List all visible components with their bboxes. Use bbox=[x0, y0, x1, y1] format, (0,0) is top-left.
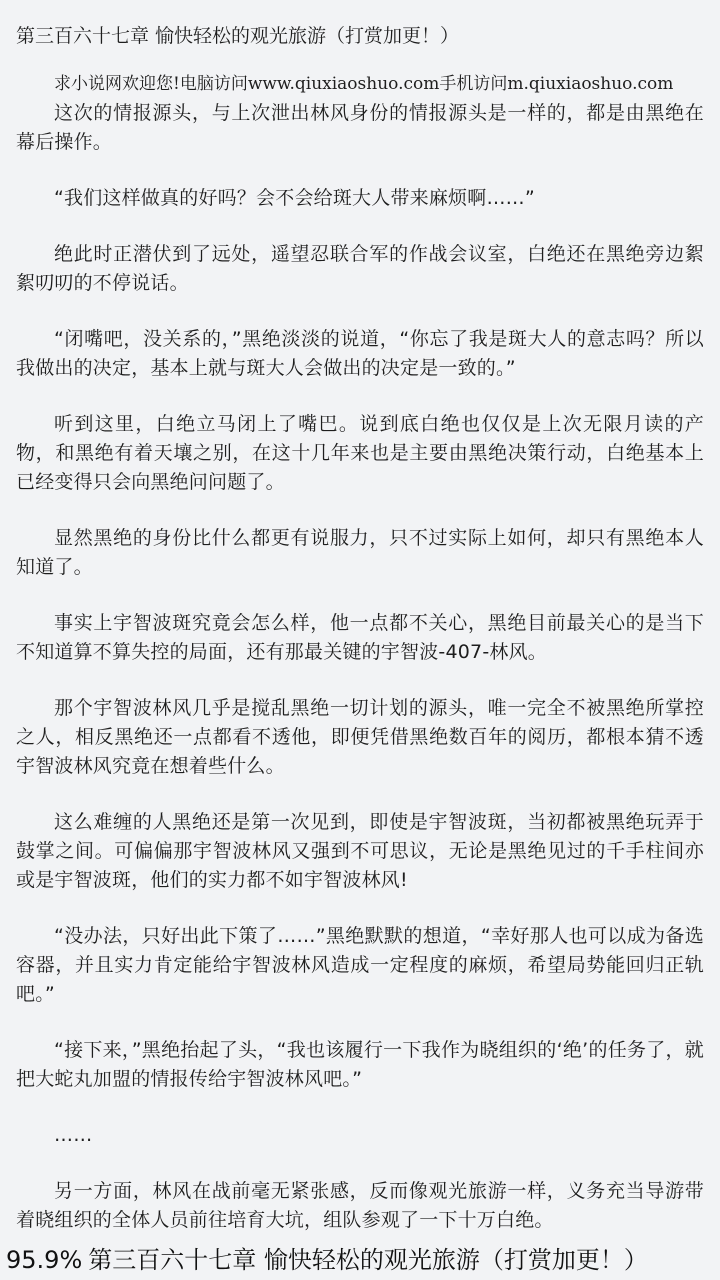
paragraph: 这次的情报源头，与上次泄出林风身份的情报源头是一样的，都是由黑绝在幕后操作。 bbox=[16, 102, 704, 153]
paragraph: 那个宇智波林风几乎是搅乱黑绝一切计划的源头，唯一完全不被黑绝所掌控之人，相反黑绝还一点都看不透他，即便凭借黑绝数百年的阅历，都根本猜不透宇智波林风究竟在想着些什么。 bbox=[16, 697, 704, 777]
reading-status-bar bbox=[6, 1244, 716, 1276]
paragraph: “闭嘴吧，没关系的，”黑绝淡淡的说道，“你忘了我是斑大人的意志吗？所以我做出的决定，基本上就与斑大人会做出的决定是一致的。” bbox=[16, 328, 704, 379]
paragraph: “接下来，”黑绝抬起了头，“我也该履行一下我作为晓组织的‘绝’的任务了，就把大蛇丸加盟的情报传给宇智波林风吧。” bbox=[16, 1039, 704, 1090]
footer-chapter-title: 第三百六十七章 愉快轻松的观光旅游（打赏加更！） bbox=[88, 1246, 648, 1274]
paragraph: 事实上宇智波斑究竟会怎么样，他一点都不关心，黑绝目前最关心的是当下不知道算不算失控的局面，还有那最关键的宇智波-407-林风。 bbox=[16, 612, 704, 663]
chapter-content[interactable] bbox=[16, 70, 704, 1236]
paragraph: …… bbox=[54, 1124, 93, 1146]
paragraph: “我们这样做真的好吗？会不会给斑大人带来麻烦啊……” bbox=[54, 187, 535, 209]
chapter-title: 第三百六十七章 愉快轻松的观光旅游（打赏加更！） bbox=[16, 25, 460, 47]
paragraph: 听到这里，白绝立马闭上了嘴巴。说到底白绝也仅仅是上次无限月读的产物，和黑绝有着天壤之别，在这十几年来也是主要由黑绝决策行动，白绝基本上已经变得只会向黑绝问问题了。 bbox=[16, 413, 704, 493]
paragraph: 绝此时正潜伏到了远处，遥望忍联合军的作战会议室，白绝还在黑绝旁边絮絮叨叨的不停说话。 bbox=[16, 243, 704, 294]
paragraph: “没办法，只好出此下策了……”黑绝默默的想道，“幸好那人也可以成为备选容器，并且实力肯定能给宇智波林风造成一定程度的麻烦，希望局势能回归正轨吧。” bbox=[16, 925, 704, 1005]
paragraph: 另一方面，林风在战前毫无紧张感，反而像观光旅游一样，义务充当导游带着晓组织的全体人员前往培育大坑，组队参观了一下十万白绝。 bbox=[16, 1180, 704, 1231]
reading-progress: 95.9% bbox=[6, 1246, 83, 1274]
paragraph: 显然黑绝的身份比什么都更有说服力，只不过实际上如何，却只有黑绝本人知道了。 bbox=[16, 527, 704, 578]
paragraph: 这么难缠的人黑绝还是第一次见到，即使是宇智波斑，当初都被黑绝玩弄于鼓掌之间。可偏偏那宇智波林风又强到不可思议，无论是黑绝见过的千手柱间亦或是宇智波斑，他们的实力都不如宇智波林风! bbox=[16, 811, 704, 891]
site-notice: 求小说网欢迎您!电脑访问www.qiuxiaoshuo.com手机访问m.qiuxiaoshuo.com bbox=[54, 74, 674, 94]
